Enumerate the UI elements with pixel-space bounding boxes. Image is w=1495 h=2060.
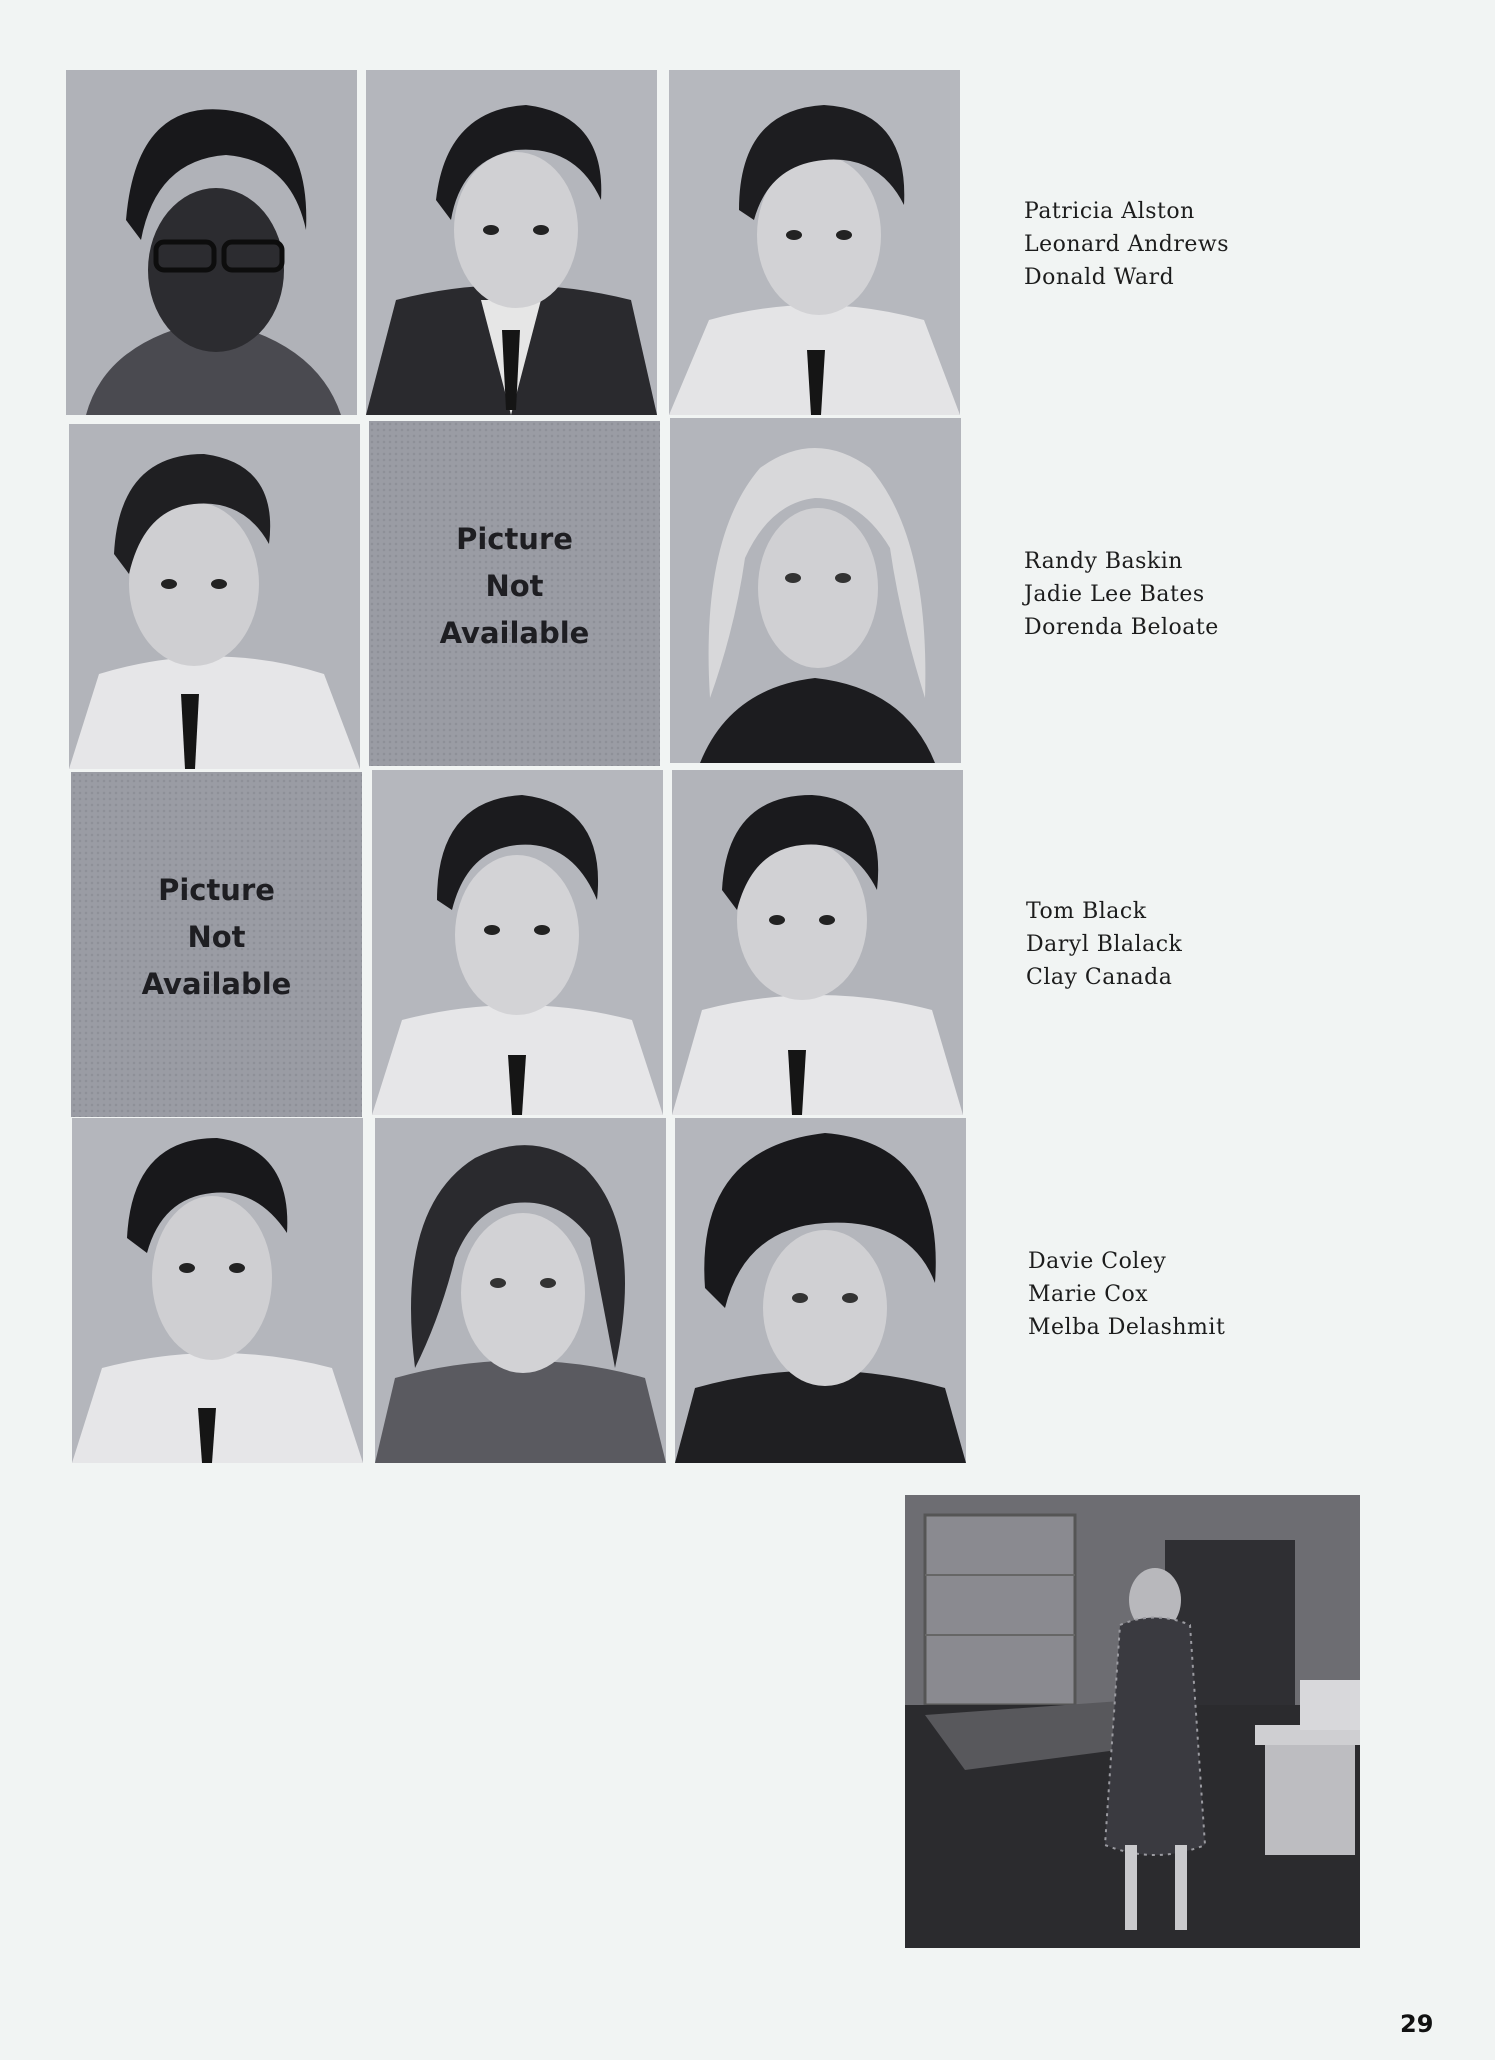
name: Leonard Andrews bbox=[1024, 232, 1230, 257]
portrait-grid bbox=[66, 70, 966, 1460]
picture-not-available-tom-black bbox=[71, 772, 362, 1117]
portrait-image bbox=[69, 424, 360, 769]
placeholder-line-2: Not bbox=[485, 569, 544, 603]
portrait-dorenda-beloate bbox=[670, 418, 961, 763]
picture-not-available-jadie-lee-bates bbox=[369, 421, 660, 766]
portrait-marie-cox bbox=[375, 1118, 666, 1463]
name: Daryl Blalack bbox=[1026, 932, 1183, 957]
portrait-leonard-andrews bbox=[366, 70, 657, 415]
names-row-4 bbox=[1028, 1245, 1225, 1344]
name: Randy Baskin bbox=[1024, 549, 1183, 574]
candid-image bbox=[905, 1495, 1360, 1948]
name: Patricia Alston bbox=[1024, 199, 1195, 224]
portrait-donald-ward bbox=[669, 70, 960, 415]
names-row-2 bbox=[1024, 545, 1219, 644]
portrait-image bbox=[375, 1118, 666, 1463]
name: Marie Cox bbox=[1028, 1282, 1149, 1307]
portrait-randy-baskin bbox=[69, 424, 360, 769]
placeholder-line-3: Available bbox=[141, 967, 292, 1001]
portrait-image bbox=[670, 418, 961, 763]
name: Jadie Lee Bates bbox=[1024, 582, 1205, 607]
portrait-clay-canada bbox=[672, 770, 963, 1115]
portrait-melba-delashmit bbox=[675, 1118, 966, 1463]
placeholder-line-1: Picture bbox=[158, 873, 275, 907]
portrait-daryl-blalack bbox=[372, 770, 663, 1115]
portrait-image bbox=[66, 70, 357, 415]
placeholder-text bbox=[71, 867, 362, 1008]
names-row-1 bbox=[1024, 195, 1229, 294]
portrait-image bbox=[366, 70, 657, 415]
name: Melba Delashmit bbox=[1028, 1315, 1226, 1340]
candid-classroom-photo bbox=[905, 1495, 1360, 1948]
placeholder-text bbox=[369, 516, 660, 657]
portrait-image bbox=[675, 1118, 966, 1463]
name: Donald Ward bbox=[1024, 265, 1175, 290]
portrait-patricia-alston bbox=[66, 70, 357, 415]
name: Davie Coley bbox=[1028, 1249, 1167, 1274]
page-number: 29 bbox=[1400, 2010, 1434, 2038]
placeholder-line-2: Not bbox=[187, 920, 246, 954]
portrait-image bbox=[669, 70, 960, 415]
portrait-image bbox=[72, 1118, 363, 1463]
portrait-image bbox=[672, 770, 963, 1115]
portrait-image bbox=[372, 770, 663, 1115]
placeholder-line-3: Available bbox=[439, 616, 590, 650]
name: Dorenda Beloate bbox=[1024, 615, 1219, 640]
placeholder-line-1: Picture bbox=[456, 522, 573, 556]
name: Tom Black bbox=[1026, 899, 1147, 924]
portrait-davie-coley bbox=[72, 1118, 363, 1463]
name: Clay Canada bbox=[1026, 965, 1173, 990]
names-row-3 bbox=[1026, 895, 1182, 994]
